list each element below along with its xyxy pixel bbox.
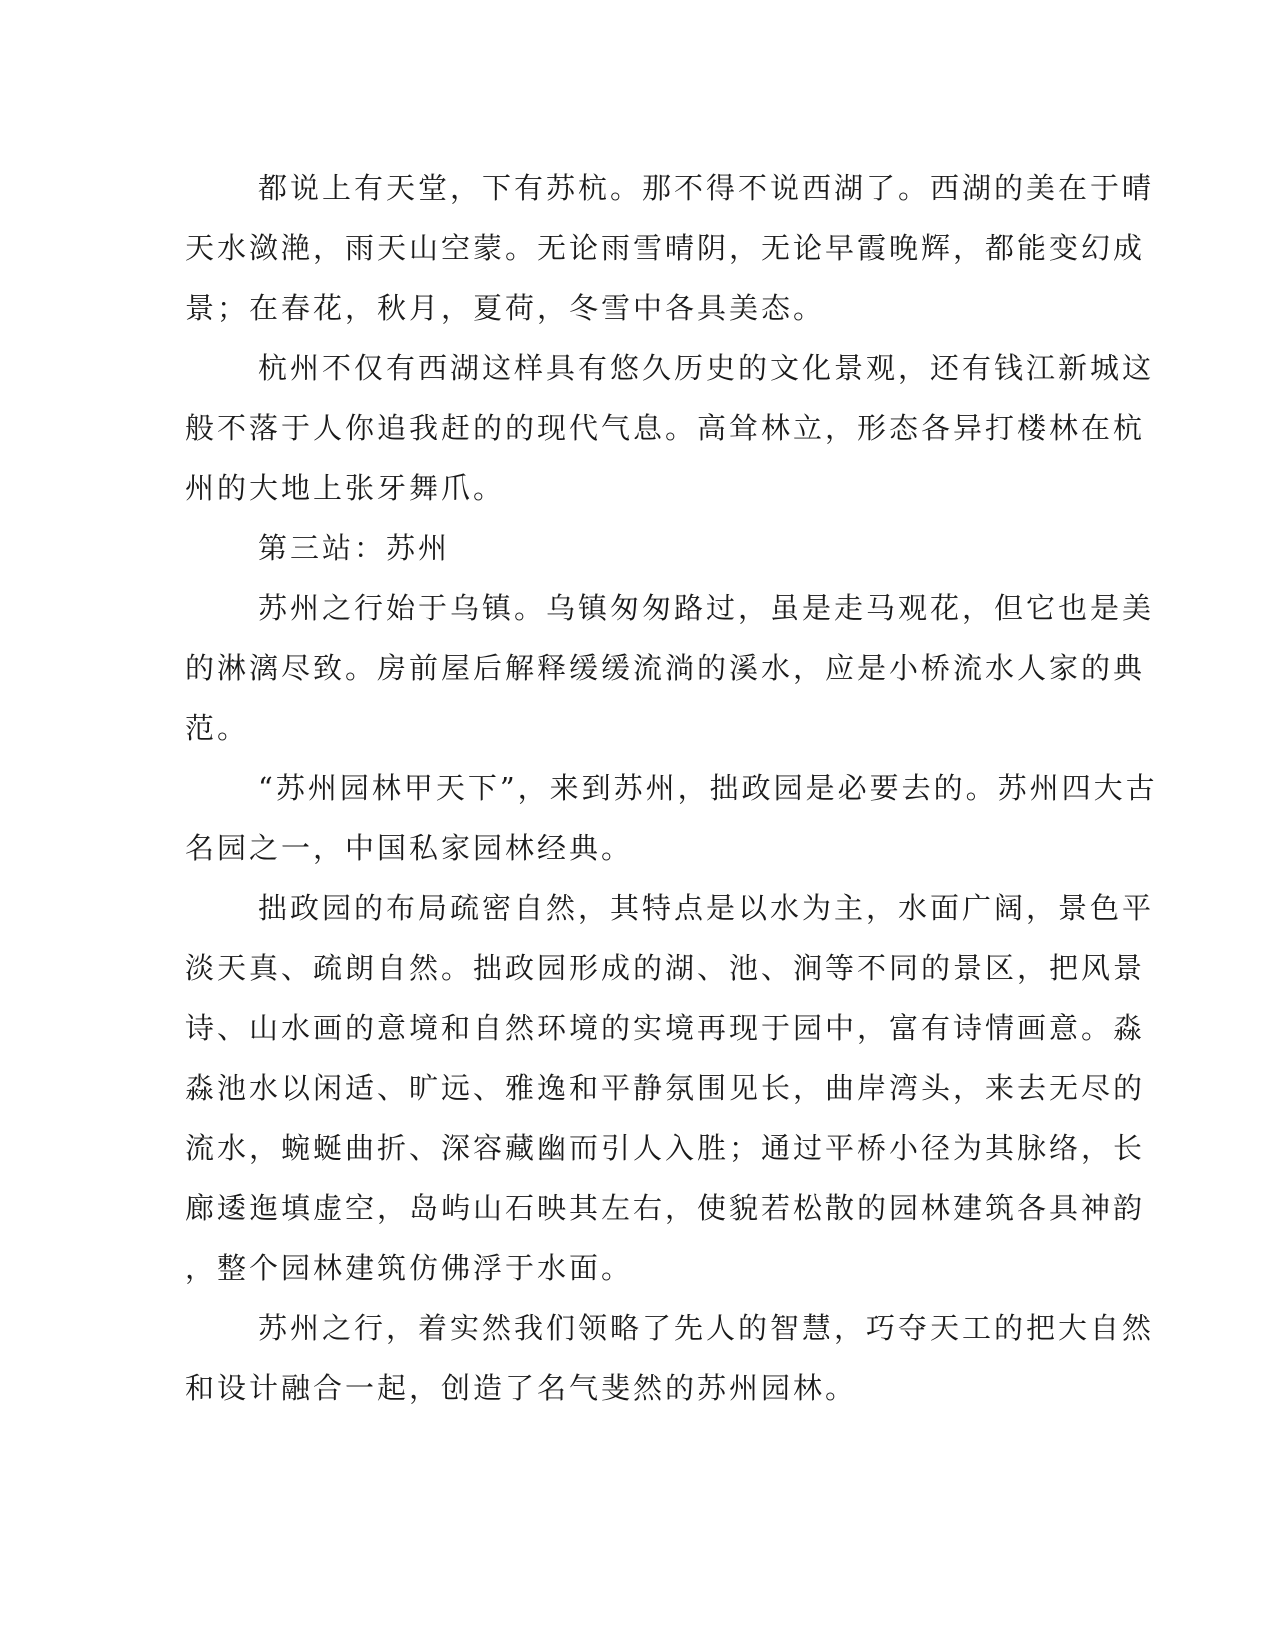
paragraph-line: 流水，蜿蜒曲折、深容藏幽而引人入胜；通过平桥小径为其脉络，长 [185, 1131, 1146, 1165]
paragraph-line: 般不落于人你追我赶的的现代气息。高耸林立，形态各异打楼林在杭 [185, 411, 1146, 445]
document-page [185, 158, 1158, 1418]
paragraph-line: “苏州园林甲天下”，来到苏州，拙政园是必要去的。苏州四大古 [258, 771, 1158, 805]
paragraph-line: 苏州之行始于乌镇。乌镇匆匆路过，虽是走马观花，但它也是美 [258, 591, 1155, 625]
paragraph-line: 的淋漓尽致。房前屋后解释缓缓流淌的溪水，应是小桥流水人家的典 [185, 651, 1146, 685]
paragraph-line: 淡天真、疏朗自然。拙政园形成的湖、池、涧等不同的景区，把风景 [185, 951, 1146, 985]
paragraph-line: 都说上有天堂，下有苏杭。那不得不说西湖了。西湖的美在于晴 [258, 171, 1155, 205]
paragraph-line: 杭州不仅有西湖这样具有悠久历史的文化景观，还有钱江新城这 [258, 351, 1155, 385]
paragraph-line: 廊逶迤填虚空，岛屿山石映其左右，使貌若松散的园林建筑各具神韵 [185, 1191, 1146, 1225]
paragraph-line: 范。 [185, 711, 250, 745]
paragraph-line: 天水潋滟，雨天山空蒙。无论雨雪晴阴，无论早霞晚辉，都能变幻成 [185, 231, 1146, 265]
paragraph-line: 景；在春花，秋月，夏荷，冬雪中各具美态。 [185, 291, 826, 325]
paragraph-line: 淼池水以闲适、旷远、雅逸和平静氛围见长，曲岸湾头，来去无尽的 [185, 1071, 1146, 1105]
paragraph-line: 拙政园的布局疏密自然，其特点是以水为主，水面广阔，景色平 [258, 891, 1155, 925]
paragraph-line: 苏州之行，着实然我们领略了先人的智慧，巧夺天工的把大自然 [258, 1311, 1155, 1345]
paragraph-line: 州的大地上张牙舞爪。 [185, 471, 506, 505]
paragraph-line: ，整个园林建筑仿佛浮于水面。 [185, 1251, 634, 1285]
paragraph-line: 诗、山水画的意境和自然环境的实境再现于园中，富有诗情画意。淼 [185, 1011, 1146, 1045]
section-heading: 第三站：苏州 [258, 531, 451, 565]
paragraph-line: 和设计融合一起，创造了名气斐然的苏州园林。 [185, 1371, 858, 1405]
paragraph-line: 名园之一，中国私家园林经典。 [185, 831, 634, 865]
